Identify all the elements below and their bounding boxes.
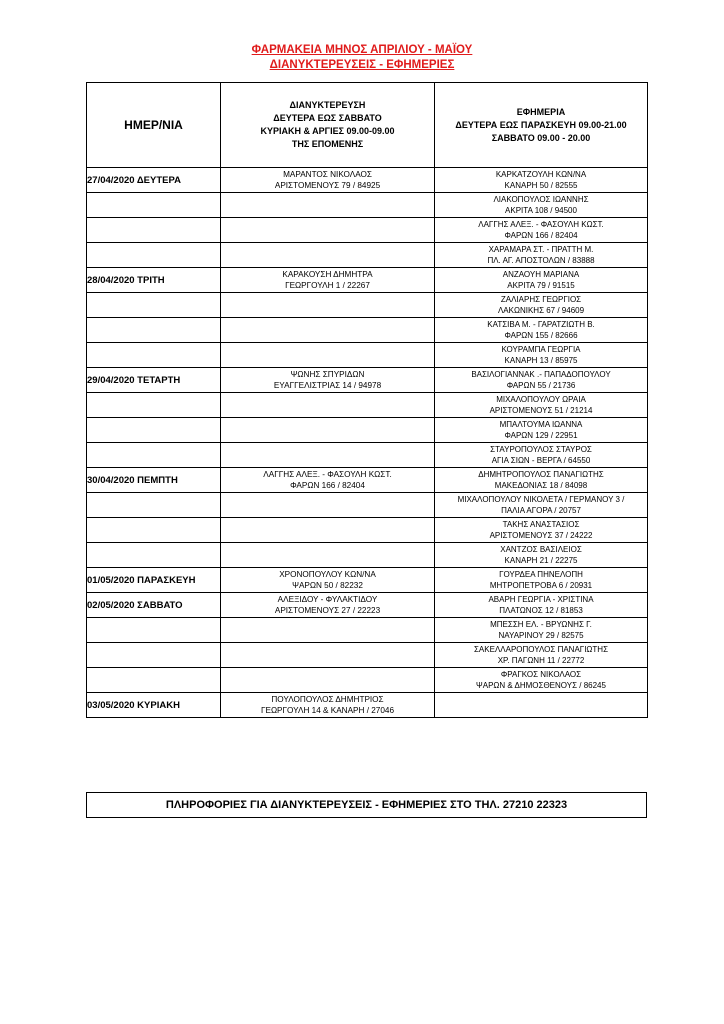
duty-pharmacy-address: ΚΑΝΑΡΗ 50 / 82555 [504,181,578,190]
table-row [87,668,648,693]
duty-pharmacy-name: ΧΑΝΤΖΟΣ ΒΑΣΙΛΕΙΟΣ [500,545,582,554]
header-date: ΗΜΕΡ/ΝΙΑ [87,83,221,168]
duty-pharmacy-address: ΜΑΚΕΔΟΝΙΑΣ 18 / 84098 [494,481,588,490]
night-pharmacy-name: ΜΑΡΑΝΤΟΣ ΝΙΚΟΛΑΟΣ [283,170,372,179]
night-pharmacy-name: ΠΟΥΛΟΠΟΥΛΟΣ ΔΗΜΗΤΡΙΟΣ [271,695,384,704]
night-pharmacy-name: ΚΑΡΑΚΟΥΣΗ ΔΗΜΗΤΡΑ [282,270,373,279]
row-date [87,193,221,218]
duty-pharmacy-name: ΜΠΕΣΣΗ ΕΛ. - ΒΡΥΩΝΗΣ Γ. [490,620,592,629]
table-row [87,468,648,493]
duty-pharmacy-cell [435,368,648,393]
night-pharmacy-cell [221,568,435,593]
night-pharmacy-cell [221,643,435,668]
row-date: 02/05/2020 ΣΑΒΒΑΤΟ [87,593,221,618]
duty-pharmacy-name: ΤΑΚΗΣ ΑΝΑΣΤΑΣΙΟΣ [502,520,580,529]
night-pharmacy-cell [221,543,435,568]
row-date [87,443,221,468]
duty-pharmacy-cell [435,243,648,268]
night-pharmacy-cell [221,368,435,393]
row-date: 03/05/2020 ΚΥΡΙΑΚΗ [87,693,221,718]
header-night-line: ΔΙΑΝΥΚΤΕΡΕΥΣΗ [289,100,366,110]
duty-pharmacy-name: ΜΙΧΑΛΟΠΟΥΛΟΥ ΩΡΑΙΑ [496,395,586,404]
table-row [87,343,648,368]
table-row [87,193,648,218]
row-date [87,393,221,418]
duty-pharmacy-address: ΠΛΑΤΩΝΟΣ 12 / 81853 [499,606,583,615]
duty-pharmacy-cell [435,268,648,293]
table-row [87,243,648,268]
night-pharmacy-address: ΑΡΙΣΤΟΜΕΝΟΥΣ 27 / 22223 [274,606,381,615]
row-date: 27/04/2020 ΔΕΥΤΕΡΑ [87,168,221,193]
row-date [87,243,221,268]
night-pharmacy-cell [221,218,435,243]
duty-pharmacy-cell [435,393,648,418]
night-pharmacy-cell [221,293,435,318]
night-pharmacy-address: ΦΑΡΩΝ 166 / 82404 [290,481,365,490]
schedule-table [86,82,648,718]
page-title: ΦΑΡΜΑΚΕΙΑ ΜΗΝΟΣ ΑΠΡΙΛΙΟΥ - ΜΑΪΟΥ [251,44,473,56]
duty-pharmacy-name: ΚΑΤΣΙΒΑ Μ. - ΓΑΡΑΤΖΙΩΤΗ Β. [487,320,595,329]
night-pharmacy-cell [221,693,435,718]
table-row [87,293,648,318]
duty-pharmacy-name: ΚΟΥΡΑΜΠΑ ΓΕΩΡΓΙΑ [501,345,581,354]
night-pharmacy-address: ΓΕΩΡΓΟΥΛΗ 14 & ΚΑΝΑΡΗ / 27046 [260,706,395,715]
night-pharmacy-cell [221,518,435,543]
table-row [87,693,648,718]
header-night-line: ΚΥΡΙΑΚΗ & ΑΡΓΙΕΣ 09.00-09.00 [260,126,395,136]
table-row [87,218,648,243]
table-row [87,368,648,393]
night-pharmacy-cell [221,268,435,293]
row-date [87,518,221,543]
header-night-line: ΔΕΥΤΕΡΑ ΕΩΣ ΣΑΒΒΑΤΟ [273,113,382,123]
duty-pharmacy-address: ΑΡΙΣΤΟΜΕΝΟΥΣ 37 / 24222 [489,531,593,540]
duty-pharmacy-name: ΣΑΚΕΛΛΑΡΟΠΟΥΛΟΣ ΠΑΝΑΓΙΩΤΗΣ [473,645,609,654]
page-subtitle: ΔΙΑΝΥΚΤΕΡΕΥΣΕΙΣ - ΕΦΗΜΕΡΙΕΣ [269,59,455,71]
night-pharmacy-address: ΑΡΙΣΤΟΜΕΝΟΥΣ 79 / 84925 [274,181,381,190]
night-pharmacy-cell [221,193,435,218]
duty-pharmacy-name: ΜΠΑΛΤΟΥΜΑ ΙΩΑΝΝΑ [499,420,583,429]
duty-pharmacy-cell [435,693,648,718]
night-pharmacy-address: ΕΥΑΓΓΕΛΙΣΤΡΙΑΣ 14 / 94978 [273,381,382,390]
schedule-body [87,168,648,718]
row-date [87,668,221,693]
night-pharmacy-name: ΨΩΝΗΣ ΣΠΥΡΙΔΩΝ [290,370,365,379]
row-date: 01/05/2020 ΠΑΡΑΣΚΕΥΗ [87,568,221,593]
table-row [87,493,648,518]
header-row [87,83,648,168]
duty-pharmacy-name: ΓΟΥΡΔΕΑ ΠΗΝΕΛΟΠΗ [499,570,583,579]
night-pharmacy-cell [221,393,435,418]
table-row [87,318,648,343]
duty-pharmacy-cell [435,218,648,243]
night-pharmacy-cell [221,493,435,518]
duty-pharmacy-name: ΔΗΜΗΤΡΟΠΟΥΛΟΣ ΠΑΝΑΓΙΩΤΗΣ [478,470,604,479]
row-date [87,618,221,643]
night-pharmacy-address: ΨΑΡΩΝ 50 / 82232 [292,581,363,590]
duty-pharmacy-address: ΨΑΡΩΝ & ΔΗΜΟΣΘΕΝΟΥΣ / 86245 [476,681,606,690]
duty-pharmacy-cell [435,568,648,593]
row-date: 30/04/2020 ΠΕΜΠΤΗ [87,468,221,493]
duty-pharmacy-name: ΣΤΑΥΡΟΠΟΥΛΟΣ ΣΤΑΥΡΟΣ [490,445,592,454]
night-pharmacy-cell [221,343,435,368]
table-row [87,643,648,668]
row-date [87,218,221,243]
duty-pharmacy-cell [435,168,648,193]
table-row [87,168,648,193]
duty-pharmacy-address: ΚΑΝΑΡΗ 13 / 85975 [504,356,578,365]
night-pharmacy-cell [221,243,435,268]
duty-pharmacy-address: ΠΛ. ΑΓ. ΑΠΟΣΤΟΛΩΝ / 83888 [487,256,595,265]
duty-pharmacy-cell [435,543,648,568]
night-pharmacy-cell [221,618,435,643]
duty-pharmacy-name: ΒΑΣΙΛΟΓΙΑΝΝΑΚ .- ΠΑΠΑΔΟΠΟΥΛΟΥ [471,370,611,379]
duty-pharmacy-address: ΧΡ. ΠΑΓΩΝΗ 11 / 22772 [497,656,585,665]
duty-pharmacy-cell [435,668,648,693]
table-row [87,543,648,568]
row-date [87,543,221,568]
duty-pharmacy-name: ΑΝΖΑΟΥΗ ΜΑΡΙΑΝΑ [502,270,580,279]
table-row [87,393,648,418]
duty-pharmacy-cell [435,518,648,543]
header-night-shift [221,83,435,168]
duty-pharmacy-address: ΑΚΡΙΤΑ 108 / 94500 [505,206,577,215]
row-date [87,293,221,318]
duty-pharmacy-cell [435,468,648,493]
duty-pharmacy-address: ΚΑΝΑΡΗ 21 / 22275 [504,556,578,565]
duty-pharmacy-address: ΛΑΚΩΝΙΚΗΣ 67 / 94609 [497,306,585,315]
header-duty-line: ΔΕΥΤΕΡΑ ΕΩΣ ΠΑΡΑΣΚΕΥΗ 09.00-21.00 [455,119,627,130]
table-row [87,618,648,643]
night-pharmacy-name: ΑΛΕΞΙΔΟΥ - ΦΥΛΑΚΤΙΔΟΥ [277,595,378,604]
duty-pharmacy-name: ΛΑΓΓΗΣ ΑΛΕΞ. - ΦΑΣΟΥΛΗ ΚΩΣΤ. [478,220,604,229]
duty-pharmacy-address: ΝΑΥΑΡΙΝΟΥ 29 / 82575 [498,631,584,640]
row-date [87,643,221,668]
duty-pharmacy-address: ΑΡΙΣΤΟΜΕΝΟΥΣ 51 / 21214 [489,406,593,415]
table-row [87,418,648,443]
table-row [87,443,648,468]
duty-pharmacy-address: ΦΑΡΩΝ 55 / 21736 [506,381,576,390]
duty-pharmacy-cell [435,593,648,618]
duty-pharmacy-cell [435,493,648,518]
row-date: 29/04/2020 ΤΕΤΑΡΤΗ [87,368,221,393]
night-pharmacy-cell [221,668,435,693]
duty-pharmacy-cell [435,643,648,668]
duty-pharmacy-address: ΠΑΛΙΑ ΑΓΟΡΑ / 20757 [501,506,581,515]
table-row [87,268,648,293]
duty-pharmacy-cell [435,618,648,643]
duty-pharmacy-address: ΦΑΡΩΝ 166 / 82404 [504,231,578,240]
night-pharmacy-cell [221,443,435,468]
header-duty-line: ΣΑΒΒΑΤΟ 09.00 - 20.00 [491,132,591,143]
duty-pharmacy-name: ΜΙΧΑΛΟΠΟΥΛΟΥ ΝΙΚΟΛΕΤΑ / ΓΕΡΜΑΝΟΥ 3 / [457,495,625,504]
table-row [87,518,648,543]
duty-pharmacy-cell [435,418,648,443]
night-pharmacy-address: ΓΕΩΡΓΟΥΛΗ 1 / 22267 [285,281,370,290]
header-duty-shift [435,83,648,168]
table-row [87,593,648,618]
duty-pharmacy-name: ΚΑΡΚΑΤΖΟΥΛΗ ΚΩΝ/ΝΑ [495,170,587,179]
night-pharmacy-name: ΧΡΟΝΟΠΟΥΛΟΥ ΚΩΝ/ΝΑ [279,570,376,579]
duty-pharmacy-cell [435,293,648,318]
info-phone-box: ΠΛΗΡΟΦΟΡΙΕΣ ΓΙΑ ΔΙΑΝΥΚΤΕΡΕΥΣΕΙΣ - ΕΦΗΜΕΡΙΕΣ ΣΤΟ ΤΗΛ. 27210 22323 [86,792,647,818]
night-pharmacy-cell [221,318,435,343]
header-night-line: ΤΗΣ ΕΠΟΜΕΝΗΣ [291,139,364,149]
duty-pharmacy-cell [435,193,648,218]
duty-pharmacy-address: ΜΗΤΡΟΠΕΤΡΟΒΑ 6 / 20931 [489,581,593,590]
night-pharmacy-name: ΛΑΓΓΗΣ ΑΛΕΞ. - ΦΑΣΟΥΛΗ ΚΩΣΤ. [263,470,392,479]
table-row [87,568,648,593]
duty-pharmacy-name: ΧΑΡΑΜΑΡΑ ΣΤ. - ΠΡΑΤΤΗ Μ. [488,245,594,254]
duty-pharmacy-cell [435,343,648,368]
duty-pharmacy-cell [435,443,648,468]
header-duty-line: ΕΦΗΜΕΡΙΑ [516,106,566,117]
duty-pharmacy-name: ΖΑΛΙΑΡΗΣ ΓΕΩΡΓΙΟΣ [500,295,582,304]
duty-pharmacy-address: ΑΚΡΙΤΑ 79 / 91515 [507,281,575,290]
duty-pharmacy-name: ΑΒΑΡΗ ΓΕΩΡΓΙΑ - ΧΡΙΣΤΙΝΑ [488,595,594,604]
duty-pharmacy-name: ΦΡΑΓΚΟΣ ΝΙΚΟΛΑΟΣ [500,670,582,679]
night-pharmacy-cell [221,168,435,193]
night-pharmacy-cell [221,418,435,443]
duty-pharmacy-address: ΦΑΡΩΝ 129 / 22951 [504,431,578,440]
row-date: 28/04/2020 ΤΡΙΤΗ [87,268,221,293]
duty-pharmacy-name: ΛΙΑΚΟΠΟΥΛΟΣ ΙΩΑΝΝΗΣ [493,195,589,204]
row-date [87,493,221,518]
duty-pharmacy-address: ΑΓΙΑ ΣΙΩΝ - ΒΕΡΓΑ / 64550 [491,456,591,465]
row-date [87,343,221,368]
row-date [87,418,221,443]
duty-pharmacy-cell [435,318,648,343]
night-pharmacy-cell [221,468,435,493]
night-pharmacy-cell [221,593,435,618]
duty-pharmacy-address: ΦΑΡΩΝ 155 / 82666 [504,331,578,340]
row-date [87,318,221,343]
